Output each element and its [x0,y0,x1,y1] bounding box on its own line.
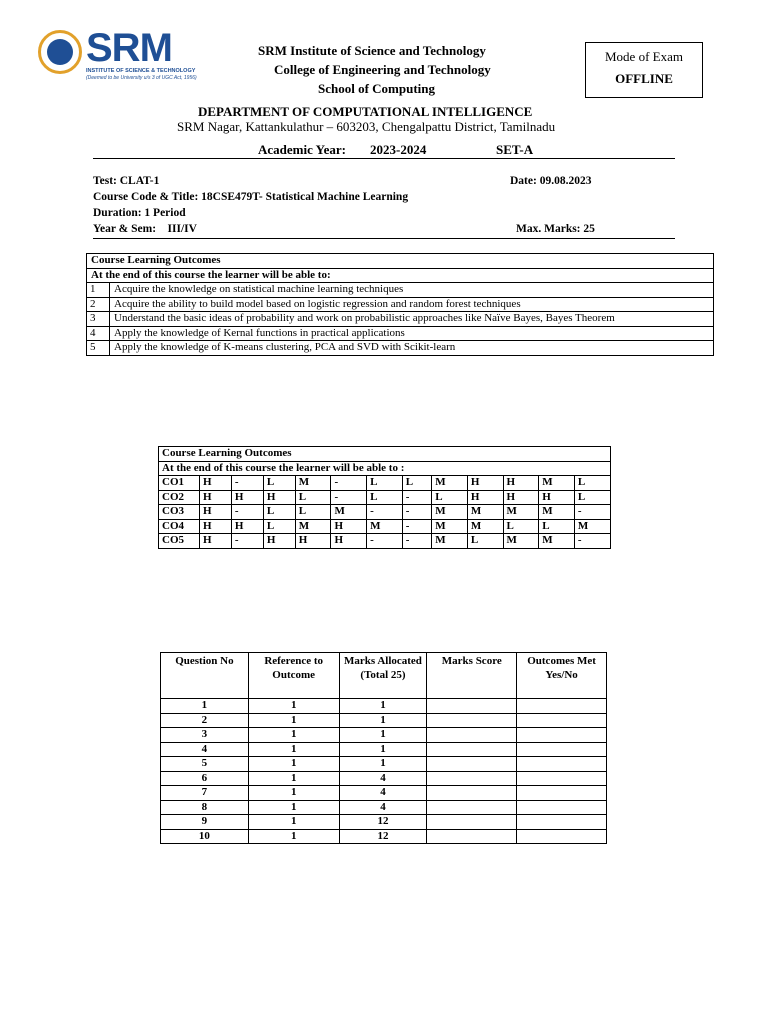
reference-outcome: 1 [248,771,339,786]
marks-score-cell [427,742,517,757]
mapping-cell: - [367,505,403,520]
marks-allocated: 1 [339,742,427,757]
outcomes-met-cell [517,786,607,801]
outcome-number: 5 [87,341,110,356]
mapping-cell: H [200,534,232,549]
reference-outcome: 1 [248,742,339,757]
marks-allocated: 1 [339,713,427,728]
mapping-cell: - [402,519,431,534]
mapping-cell: H [263,534,295,549]
mapping-cell: - [402,534,431,549]
outcomes-met-cell [517,829,607,844]
question-number: 1 [161,699,249,714]
year-sem: Year & Sem: III/IV [93,223,197,235]
institute-name: SRM Institute of Science and Technology [258,43,486,58]
marks-score-cell [427,800,517,815]
marks-allocated: 4 [339,786,427,801]
table-row [159,534,611,549]
mapping-cell: M [539,476,575,491]
set-label: SET-A [496,142,534,157]
outcomes-met-cell [517,713,607,728]
co-label: CO3 [159,505,200,520]
mapping-cell: M [539,534,575,549]
table-row [161,771,607,786]
table-row [159,476,611,491]
reference-outcome: 1 [248,757,339,772]
mapping-cell: - [574,505,610,520]
header-marks-allocated: Marks Allocated (Total 25) [339,653,427,699]
academic-year-label: Academic Year: [258,142,346,157]
mapping-cell: - [231,534,263,549]
mapping-cell: H [263,490,295,505]
table-intro: At the end of this course the learner will be able to: [87,268,714,283]
question-number: 10 [161,829,249,844]
mapping-cell: L [574,476,610,491]
table-row [87,254,714,269]
question-number: 2 [161,713,249,728]
question-number: 4 [161,742,249,757]
mapping-cell: H [200,519,232,534]
mapping-cell: H [467,476,503,491]
table-row [87,341,714,356]
logo-wordmark: SRM [86,26,172,70]
table-row [161,728,607,743]
outcomes-met-cell [517,757,607,772]
school-name: School of Computing [318,81,436,96]
outcomes-met-cell [517,771,607,786]
mapping-cell: - [574,534,610,549]
marks-allocated: 12 [339,815,427,830]
academic-year: 2023-2024 [370,142,427,157]
info-divider [93,238,675,239]
mapping-cell: M [467,505,503,520]
mapping-cell: L [263,476,295,491]
mapping-cell: L [295,505,331,520]
mapping-cell: M [574,519,610,534]
question-marks-table [160,652,607,844]
mapping-cell: M [432,505,468,520]
marks-score-cell [427,786,517,801]
outcome-number: 4 [87,326,110,341]
outcome-text: Apply the knowledge of K-means clustering, PCA and SVD with Scikit-learn [110,341,714,356]
mapping-cell: H [503,476,539,491]
table-row [87,297,714,312]
mode-of-exam-box [585,42,703,98]
marks-allocated: 1 [339,728,427,743]
mapping-cell: M [432,519,468,534]
mapping-cell: H [539,490,575,505]
outcome-text: Acquire the ability to build model based on logistic regression and random forest techniques [110,297,714,312]
marks-allocated: 4 [339,771,427,786]
logo-emblem-icon [38,30,82,74]
mapping-cell: L [467,534,503,549]
college-name: College of Engineering and Technology [274,62,491,77]
max-marks: Max. Marks: 25 [516,223,595,235]
header-divider [93,158,675,159]
header-marks-score: Marks Score [427,653,517,699]
mapping-cell: H [231,490,263,505]
mapping-cell: - [331,490,367,505]
mapping-cell: - [367,534,403,549]
header-question-no: Question No [161,653,249,699]
table-row [87,283,714,298]
table-row [87,268,714,283]
question-number: 8 [161,800,249,815]
table-row [87,326,714,341]
table-row [161,800,607,815]
mapping-cell: M [467,519,503,534]
outcomes-met-cell [517,742,607,757]
mapping-cell: H [295,534,331,549]
logo-tagline: (Deemed to be University u/s 3 of UGC Act, 1956) [86,75,197,81]
question-number: 3 [161,728,249,743]
question-number: 9 [161,815,249,830]
co-label: CO2 [159,490,200,505]
mode-label: Mode of Exam [605,49,683,64]
mode-value: OFFLINE [615,71,673,86]
table-header-row [161,653,607,699]
mapping-cell: L [367,476,403,491]
reference-outcome: 1 [248,699,339,714]
table-intro: At the end of this course the learner will be able to : [159,461,611,476]
table-row [87,312,714,327]
outcome-text: Acquire the knowledge on statistical machine learning techniques [110,283,714,298]
question-number: 6 [161,771,249,786]
table-row [159,519,611,534]
mapping-cell: M [432,534,468,549]
table-row [161,742,607,757]
co-mapping-table [158,446,611,549]
table-row [161,713,607,728]
outcomes-met-cell [517,815,607,830]
mapping-cell: - [231,476,263,491]
question-number: 5 [161,757,249,772]
mapping-cell: H [231,519,263,534]
mapping-cell: - [402,490,431,505]
marks-score-cell [427,829,517,844]
address: SRM Nagar, Kattankulathur – 603203, Chengalpattu District, Tamilnadu [177,119,556,134]
mapping-cell: H [467,490,503,505]
mapping-cell: L [574,490,610,505]
srm-logo [38,26,197,92]
table-row [161,757,607,772]
marks-score-cell [427,699,517,714]
mapping-cell: H [200,476,232,491]
outcomes-met-cell [517,699,607,714]
mapping-cell: H [200,505,232,520]
outcome-number: 3 [87,312,110,327]
outcomes-met-cell [517,728,607,743]
co-label: CO1 [159,476,200,491]
mapping-cell: M [503,534,539,549]
reference-outcome: 1 [248,728,339,743]
reference-outcome: 1 [248,786,339,801]
header-outcomes-met: Outcomes Met Yes/No [517,653,607,699]
mapping-cell: M [295,519,331,534]
outcome-number: 2 [87,297,110,312]
mapping-cell: M [503,505,539,520]
outcome-text: Understand the basic ideas of probability and work on probabilistic approaches like Naïve Bayes, Bayes Theorem [110,312,714,327]
mapping-cell: L [432,490,468,505]
marks-allocated: 1 [339,699,427,714]
mapping-cell: H [331,534,367,549]
marks-score-cell [427,713,517,728]
course-code-title: Course Code & Title: 18CSE479T- Statistical Machine Learning [93,191,409,203]
question-number: 7 [161,786,249,801]
mapping-cell: H [503,490,539,505]
table-row [161,829,607,844]
outcomes-met-cell [517,800,607,815]
reference-outcome: 1 [248,815,339,830]
marks-score-cell [427,771,517,786]
mapping-cell: L [295,490,331,505]
table-row [161,815,607,830]
header-reference: Reference to Outcome [248,653,339,699]
table-row [159,505,611,520]
outcome-text: Apply the knowledge of Kernal functions in practical applications [110,326,714,341]
logo-subtitle: INSTITUTE OF SCIENCE & TECHNOLOGY [86,68,196,74]
marks-score-cell [427,815,517,830]
mapping-cell: L [539,519,575,534]
department-name: DEPARTMENT OF COMPUTATIONAL INTELLIGENCE [198,104,533,119]
mapping-cell: L [263,519,295,534]
mapping-cell: L [402,476,431,491]
co-label: CO5 [159,534,200,549]
reference-outcome: 1 [248,800,339,815]
mapping-cell: L [503,519,539,534]
co-label: CO4 [159,519,200,534]
marks-allocated: 12 [339,829,427,844]
marks-score-cell [427,757,517,772]
mapping-cell: L [263,505,295,520]
mapping-cell: M [432,476,468,491]
duration: Duration: 1 Period [93,207,186,219]
table-row [161,699,607,714]
table-row [161,786,607,801]
marks-score-cell [427,728,517,743]
mapping-cell: H [331,519,367,534]
mapping-cell: M [367,519,403,534]
exam-date: Date: 09.08.2023 [510,175,592,187]
table-row [159,447,611,462]
outcome-number: 1 [87,283,110,298]
reference-outcome: 1 [248,713,339,728]
table-row [159,461,611,476]
test-name: Test: CLAT-1 [93,175,160,187]
mapping-cell: M [331,505,367,520]
marks-allocated: 1 [339,757,427,772]
mapping-cell: - [331,476,367,491]
reference-outcome: 1 [248,829,339,844]
mapping-cell: M [295,476,331,491]
table-title: Course Learning Outcomes [159,447,611,462]
mapping-cell: - [231,505,263,520]
mapping-cell: M [539,505,575,520]
mapping-cell: - [402,505,431,520]
course-outcomes-table [86,253,714,356]
marks-allocated: 4 [339,800,427,815]
table-row [159,490,611,505]
table-title: Course Learning Outcomes [87,254,714,269]
mapping-cell: H [200,490,232,505]
mapping-cell: L [367,490,403,505]
